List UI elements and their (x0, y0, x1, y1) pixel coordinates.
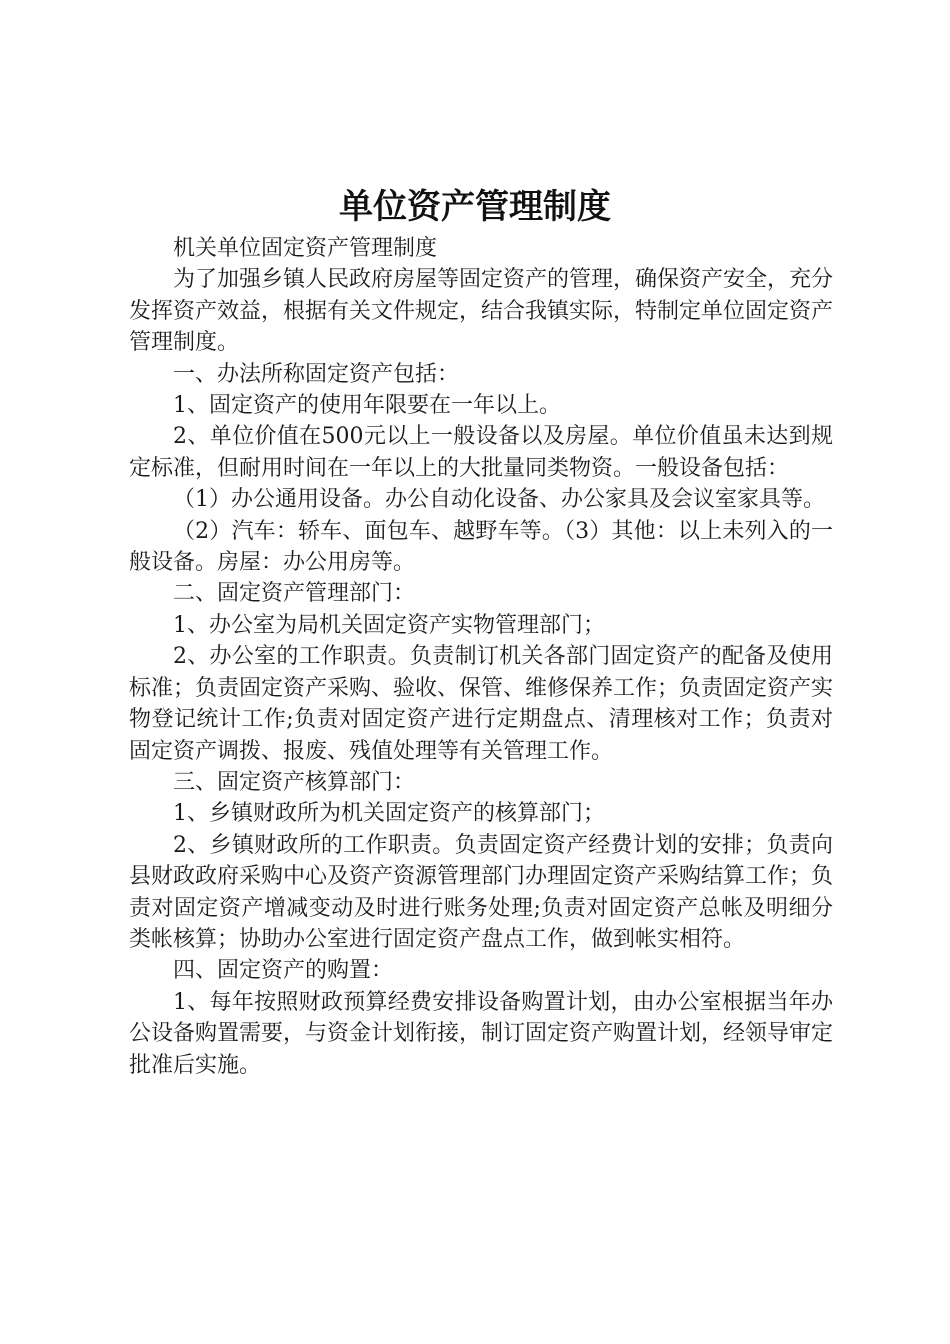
paragraph: 为了加强乡镇人民政府房屋等固定资产的管理，确保资产安全，充分发挥资产效益，根据有关文件规定，结合我镇实际，特制定单位固定资产管理制度。 (129, 267, 834, 356)
paragraph: 2、乡镇财政所的工作职责。负责固定资产经费计划的安排；负责向县财政政府采购中心及资产资源管理部门办理固定资产采购结算工作；负责对固定资产增减变动及时进行账务处理;负责对固定资产总帐及明细分类帐核算；协助办公室进行固定资产盘点工作，做到帐实相符。 (129, 832, 834, 952)
paragraph: 1、办公室为局机关固定资产实物管理部门； (173, 612, 605, 638)
section-heading: 三、固定资产核算部门： (173, 769, 416, 795)
section-heading: 四、固定资产的购置： (173, 958, 394, 984)
paragraph: （1）办公通用设备。办公自动化设备、办公家具及会议室家具等。 (173, 487, 825, 513)
paragraph: 1、每年按照财政预算经费安排设备购置计划，由办公室根据当年办公设备购置需要，与资金计划衔接，制订固定资产购置计划，经领导审定批准后实施。 (129, 989, 834, 1078)
section-heading: 二、固定资产管理部门： (173, 581, 416, 607)
paragraph: 1、固定资产的使用年限要在一年以上。 (173, 393, 561, 419)
paragraph-subtitle: 机关单位固定资产管理制度 (173, 236, 438, 261)
paragraph: （2）汽车：轿车、面包车、越野车等。（3）其他：以上未列入的一般设备。房屋：办公用房等。 (129, 518, 833, 576)
paragraph: 2、单位价值在500元以上一般设备以及房屋。单位价值虽未达到规定标准，但耐用时间在一年以上的大批量同类物资。一般设备包括： (129, 424, 833, 481)
document-title: 单位资产管理制度 (339, 187, 611, 227)
section-heading: 一、办法所称固定资产包括： (173, 361, 460, 387)
paragraph: 2、办公室的工作职责。负责制订机关各部门固定资产的配备及使用标准；负责固定资产采购、验收、保管、维修保养工作；负责固定资产实物登记统计工作;负责对固定资产进行定期盘点、清理核对工作；负责对固定资产调拨、报废、残值处理等有关管理工作。 (129, 644, 834, 764)
document-body (129, 233, 833, 1081)
paragraph: 1、乡镇财政所为机关固定资产的核算部门； (173, 801, 605, 827)
